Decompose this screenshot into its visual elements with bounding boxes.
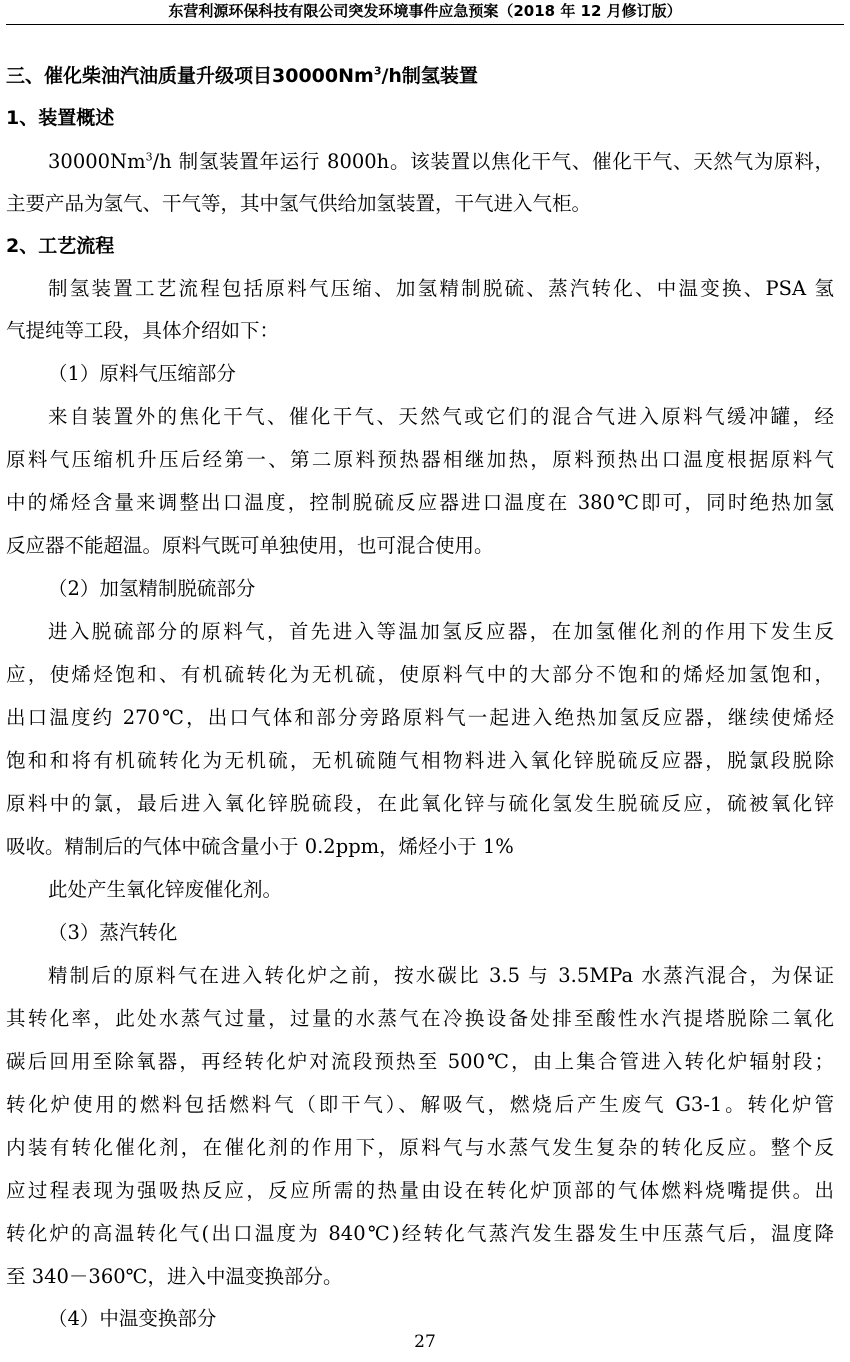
part2-line: 饱和和将有机硫转化为无机硫，无机硫随气相物料进入氧化锌脱硫反应器，脱氯段脱除 [6, 749, 834, 772]
subsection-title-overview: 1、装置概述 [6, 107, 115, 129]
part3-line: 碳后回用至除氧器，再经转化炉对流段预热至 500℃，由上集合管进入转化炉辐射段； [6, 1050, 834, 1073]
part2-line: 出口温度约 270℃，出口气体和部分旁路原料气一起进入绝热加氢反应器，继续使烯烃 [6, 706, 834, 729]
header-title: 东营利源环保科技有限公司突发环境事件应急预案（2018 年 12 月修订版） [168, 2, 682, 20]
intro-line-2: 主要产品为氢气、干气等，其中氢气供给加氢装置，干气进入气柜。 [6, 192, 592, 215]
part3-line: 转化炉使用的燃料包括燃料气（即干气）、解吸气，燃烧后产生废气 G3-1。转化炉管 [6, 1093, 834, 1116]
part3-title: （3）蒸汽转化 [48, 921, 178, 944]
page-number: 27 [414, 1332, 436, 1352]
header-divider [6, 24, 844, 25]
part1-line: 中的烯烃含量来调整出口温度，控制脱硫反应器进口温度在 380℃即可，同时绝热加氢 [6, 491, 834, 514]
process-intro-line: 制氢装置工艺流程包括原料气压缩、加氢精制脱硫、蒸汽转化、中温变换、PSA 氢 [48, 277, 834, 300]
part2-line: 原料中的氯，最后进入氧化锌脱硫段，在此氧化锌与硫化氢发生脱硫反应，硫被氧化锌 [6, 792, 834, 815]
part3-line: 至 340－360℃，进入中温变换部分。 [6, 1265, 343, 1288]
part1-line: 原料气压缩机升压后经第一、第二原料预热器相继加热，原料预热出口温度根据原料气 [6, 448, 834, 471]
part1-line: 反应器不能超温。原料气既可单独使用，也可混合使用。 [6, 534, 494, 557]
part3-line: 其转化率，此处水蒸气过量，过量的水蒸气在冷换设备处排至酸性水汽提塔脱除二氧化 [6, 1007, 834, 1030]
part2-extra: 此处产生氧化锌废催化剂。 [48, 878, 283, 901]
part3-line: 应过程表现为强吸热反应，反应所需的热量由设在转化炉顶部的气体燃料烧嘴提供。出 [6, 1179, 834, 1202]
part4-title: （4）中温变换部分 [48, 1307, 217, 1330]
part2-line: 进入脱硫部分的原料气，首先进入等温加氢反应器，在加氢催化剂的作用下发生反 [48, 620, 834, 643]
process-intro-line: 气提纯等工段，具体介绍如下： [6, 319, 280, 342]
part2-title: （2）加氢精制脱硫部分 [48, 577, 256, 600]
part2-line: 应，使烯烃饱和、有机硫转化为无机硫，使原料气中的大部分不饱和的烯烃加氢饱和， [6, 663, 834, 686]
part3-line: 转化炉的高温转化气(出口温度为 840℃)经转化气蒸汽发生器发生中压蒸气后，温度降 [6, 1222, 834, 1245]
intro-line-1: 30000Nm$^3$/h 制氢装置年运行 8000h。该装置以焦化干气、催化干气、天然气为原料， [48, 150, 834, 173]
part1-title: （1）原料气压缩部分 [48, 362, 236, 385]
part2-line: 吸收。精制后的气体中硫含量小于 0.2ppm，烯烃小于 1% [6, 835, 514, 858]
part3-line: 内装有转化催化剂，在催化剂的作用下，原料气与水蒸气发生复杂的转化反应。整个反 [6, 1136, 834, 1159]
section-title: 三、催化柴油汽油质量升级项目30000Nm$^3$/h制氢装置 [6, 64, 478, 87]
subsection-title-process: 2、工艺流程 [6, 235, 115, 257]
part1-line: 来自装置外的焦化干气、催化干气、天然气或它们的混合气进入原料气缓冲罐，经 [48, 405, 834, 428]
page-header [0, 0, 850, 26]
part3-line: 精制后的原料气在进入转化炉之前，按水碳比 3.5 与 3.5MPa 水蒸汽混合，为保证 [48, 964, 834, 987]
